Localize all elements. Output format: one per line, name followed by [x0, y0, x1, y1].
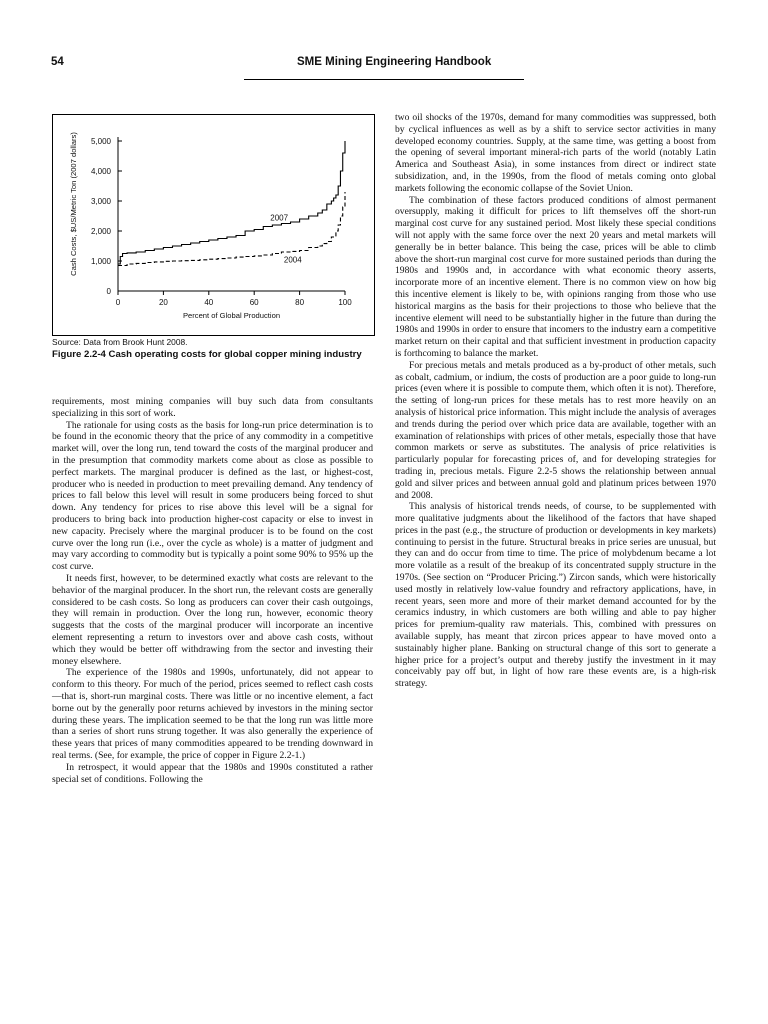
- y-tick-label: 3,000: [90, 197, 111, 206]
- right-paragraph-3: For precious metals and metals produced as a by-product of other metals, such as cobalt, cadmium, or indium, the costs of production are a poor guide to long-run prices (even where it is possible to compute them, which often it is not). Therefore, the setting of long-run prices for these metals has to rest more heavily on an analysis of historical price information. This might include the analysis of averages and trends during the period over which price data are available, together with an examination of relationships with prices of other metals, especially those that have common markets or serve as substitutes. The analysis of price relativities is particularly popular for forecasting prices of, and for developing strategies for trading in, precious metals. Figure 2.2-5 shows the relationship between annual gold and silver prices and between annual gold and platinum prices between 1970 and 2008.: [395, 359, 716, 501]
- y-tick-label: 2,000: [90, 227, 111, 236]
- cost-curve-chart: [53, 115, 374, 335]
- series-line-2007: [118, 141, 345, 264]
- figure-caption: Figure 2.2-4 Cash operating costs for global copper mining industry: [52, 349, 362, 360]
- x-axis-title: Percent of Global Production: [182, 311, 281, 320]
- left-paragraph-5: In retrospect, it would appear that the 1980s and 1990s constituted a rather special set of conditions. Following the: [52, 761, 373, 785]
- x-tick-label: 40: [204, 298, 214, 307]
- x-tick-label: 0: [115, 298, 121, 307]
- y-tick-label: 0: [106, 287, 111, 296]
- series-label-2007: 2007: [270, 213, 289, 223]
- y-tick-label: 1,000: [90, 257, 111, 266]
- left-paragraph-2: The rationale for using costs as the basis for long-run price determination is to be found in the economic theory that the price of any commodity in a competitive market will, over the long run, tend toward the costs of the marginal producer and in the presumption that commodity markets come about as close as possible to perfect markets. The marginal producer is defined as the last, or highest-cost, producer who is needed in production to meet prevailing demand. Any tendency of prices to fall below this level will result in some producers being forced to shut down. Any tendency for prices to rise above this level will be a signal for producers to bring back into production higher-cost capacity or else to invest in new capacity. Precisely where the marginal producer is to be found on the cost curve over the long run (i.e., over the cycle as whole) is a matter of judgment and may vary according to commodity but is typically a point some 90% to 95% up the cost curve.: [52, 419, 373, 573]
- right-column: [395, 112, 716, 690]
- left-paragraph-3: It needs first, however, to be determined exactly what costs are relevant to the behavior of the marginal producer. In the short run, the relevant costs are generally considered to be cash costs. So long as producers can cover their cash outgoings, they will remain in production. Over the long run, however, economic theory suggests that the costs of the marginal producer will incorporate an incentive element representing a return to investors over and above cash costs, without which they would be better off withdrawing from the sector and investing their money elsewhere.: [52, 572, 373, 667]
- series-line-2004: [118, 192, 345, 266]
- figure-frame: [52, 114, 375, 336]
- y-tick-label: 4,000: [90, 167, 111, 176]
- left-paragraph-4: The experience of the 1980s and 1990s, unfortunately, did not appear to conform to this theory. For much of the period, prices seemed to reflect cash costs—that is, short-run marginal costs. There was little or no incentive element, a fact borne out by the generally poor returns achieved by investors in the mining sector during these years. The implication seemed to be that the long run was little more than a series of short runs strung together. It was also generally the experience of these years that prices of many commodities appeared to be trending downward in real terms. (See, for example, the price of copper in Figure 2.2-1.): [52, 667, 373, 761]
- x-tick-label: 100: [338, 298, 352, 307]
- header-rule: [244, 79, 524, 80]
- page-number: 54: [51, 56, 64, 68]
- y-axis-title: Cash Costs, $US/Metric Ton (2007 dollars): [69, 132, 78, 276]
- x-tick-label: 80: [295, 298, 305, 307]
- figure-source: Source: Data from Brook Hunt 2008.: [52, 337, 188, 347]
- x-tick-label: 60: [249, 298, 259, 307]
- left-column: [52, 396, 373, 785]
- y-tick-label: 5,000: [90, 137, 111, 146]
- running-head-title: SME Mining Engineering Handbook: [297, 56, 492, 68]
- right-paragraph-1: two oil shocks of the 1970s, demand for many commodities was suppressed, both by cyclical influences as well as by a shift to service sector activities in many developed economy countries. Supply, at the same time, was getting a boost from the opening of several important mineral-rich parts of the world (notably Latin America and Southeast Asia), in some instances from direct or indirect state subsidization, and, in the 1990s, from the flood of metals coming onto global markets following the economic collapse of the Soviet Union.: [395, 112, 716, 194]
- series-label-2004: 2004: [283, 255, 302, 265]
- x-tick-label: 20: [158, 298, 168, 307]
- left-paragraph-1: requirements, most mining companies will buy such data from consultants specializing in this sort of work.: [52, 396, 373, 419]
- right-paragraph-2: The combination of these factors produced conditions of almost permanent oversupply, making it difficult for prices to lift themselves off the short-run marginal cost curve for any sustained period. Most likely these special conditions will not apply with the same force over the next 20 years and metal markets will generally be in better balance. This being the case, prices will be able to climb above the short-run marginal cost curve for more sustained periods than during the 1980s and 1990s and, in accordance with what economic theory asserts, incorporate more of an incentive element. There is no common view on how big this incentive element is likely to be, with opinions ranging from those who use historical margins as the basis for their projections to those who believe that the incentive element will need to be substantially higher in the future than during the 1980s and 1990s in order to ensure that incomers to the industry earn a competitive market return on their capital and that sufficient investment in production capacity is forthcoming to balance the market.: [395, 194, 716, 359]
- right-paragraph-4: This analysis of historical trends needs, of course, to be supplemented with more qualitative judgments about the likelihood of the factors that have shaped prices in the past (e.g., the structure of production or developments in key markets) continuing to persist in the future. Structural breaks in price series are unusual, but they can and do occur from time to time. The price of molybdenum became a lot more volatile as a result of the breakup of its concentrated supply structure in the 1970s. (See section on “Producer Pricing.”) Zircon sands, which were historically used mostly in relatively low-value foundry and refractory applications, have, in recent years, seen more and more of their market demand accounted for by the ceramics industry, in which customers are both willing and able to pay higher prices for premium-quality raw materials. This, combined with pressures on available supply, has meant that zircon prices appear to have moved onto a sustainably higher plane. Banking on structural change of this sort to generate a higher price for a project’s output and thereby justify the investment in it may conceivably pay off but, in light of how rare these events are, is a high-risk strategy.: [395, 501, 716, 690]
